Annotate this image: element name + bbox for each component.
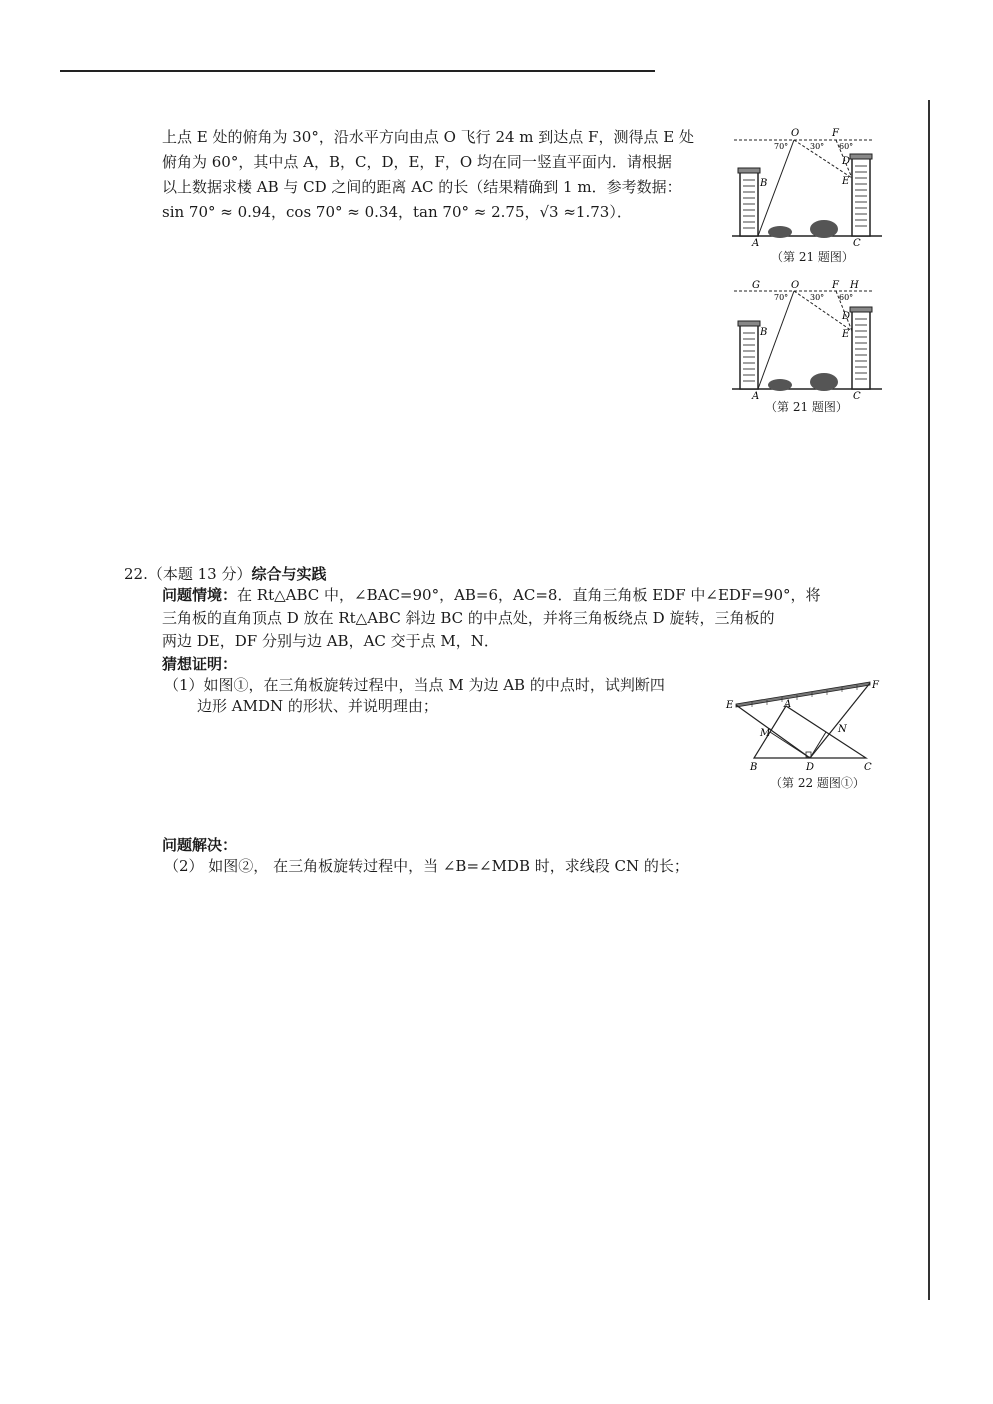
fig2-angle-30: 30° — [810, 293, 825, 302]
top-rule — [60, 70, 655, 72]
q22-solve-label: 问题解决： — [162, 836, 238, 854]
q21-figure-1-caption: （第 21 题图） — [771, 250, 854, 264]
q21-figure-2-caption: （第 21 题图） — [765, 400, 848, 414]
q22-number: 22.（本题 13 分） — [124, 565, 252, 583]
q22-figure-1 — [722, 674, 884, 774]
q22-part1-line-1: （1）如图①，在三角板旋转过程中，当点 M 为边 AB 的中点时，试判断四 — [164, 676, 665, 694]
q22-scenario-label: 问题情境： — [162, 586, 238, 604]
q22-scenario-line-1 — [162, 584, 821, 606]
fig22-label-N: N — [838, 724, 847, 735]
fig22-label-B: B — [750, 762, 758, 773]
q22-title — [124, 563, 327, 585]
fig1-angle-60: 60° — [839, 142, 854, 151]
fig22-label-C: C — [864, 762, 872, 773]
q21-line-1: 上点 E 处的俯角为 30°，沿水平方向由点 O 飞行 24 m 到达点 F，测得点 E 处 — [162, 128, 694, 146]
fig1-angle-70: 70° — [774, 142, 789, 151]
fig2-label-A: A — [752, 391, 760, 401]
q21-line-4: sin 70° ≈ 0.94，cos 70° ≈ 0.34，tan 70° ≈ 2.75，√3 ≈1.73）． — [162, 203, 632, 221]
fig22-label-D: D — [806, 762, 815, 773]
q22-figure-1-caption: （第 22 题图①） — [770, 776, 865, 790]
q21-line-2: 俯角为 60°，其中点 A，B，C，D，E，F，O 均在同一竖直平面内．请根据 — [162, 153, 672, 171]
fig1-label-B: B — [760, 178, 768, 189]
fig2-label-E: E — [842, 329, 850, 340]
q22-guess-label: 猜想证明： — [162, 655, 238, 673]
q22-scenario-text-1: 在 Rt△ABC 中，∠BAC=90°，AB=6，AC=8．直角三角板 EDF 中∠EDF=90°，将 — [237, 586, 821, 604]
fig2-label-D: D — [842, 311, 851, 322]
right-margin-rule — [928, 100, 930, 1300]
fig1-label-F: F — [832, 128, 839, 139]
fig22-label-E: E — [726, 700, 734, 711]
fig1-label-C: C — [853, 238, 861, 246]
fig2-label-C: C — [853, 391, 861, 401]
fig22-label-A: A — [784, 699, 792, 710]
fig2-angle-70: 70° — [774, 293, 789, 302]
fig2-label-G: G — [752, 280, 760, 291]
fig1-label-O: O — [791, 128, 800, 139]
fig2-label-H: H — [850, 280, 859, 291]
fig2-label-B: B — [760, 327, 768, 338]
q22-scenario-line-3: 两边 DE，DF 分别与边 AB，AC 交于点 M，N． — [162, 632, 499, 650]
fig1-label-A: A — [752, 238, 760, 246]
fig1-label-E: E — [842, 176, 850, 187]
q22-scenario-line-2: 三角板的直角顶点 D 放在 Rt△ABC 斜边 BC 的中点处，并将三角板绕点 D 旋转，三角板的 — [162, 609, 775, 627]
q21-figure-2 — [732, 277, 882, 401]
q22-topic: 综合与实践 — [251, 565, 327, 583]
fig22-label-M: M — [760, 728, 771, 739]
fig2-angle-60: 60° — [839, 293, 854, 302]
fig2-label-F: F — [832, 280, 839, 291]
fig1-label-D: D — [842, 156, 851, 167]
q22-part2-line: （2） 如图②， 在三角板旋转过程中，当 ∠B=∠MDB 时，求线段 CN 的长； — [164, 857, 689, 875]
q22-part1-line-2: 边形 AMDN 的形状、并说明理由； — [197, 697, 438, 715]
fig22-label-F: F — [872, 680, 879, 691]
fig1-angle-30: 30° — [810, 142, 825, 151]
q21-figure-1 — [732, 124, 882, 246]
q21-line-3: 以上数据求楼 AB 与 CD 之间的距离 AC 的长（结果精确到 1 m．参考数据： — [162, 178, 682, 196]
fig2-label-O: O — [791, 280, 800, 291]
